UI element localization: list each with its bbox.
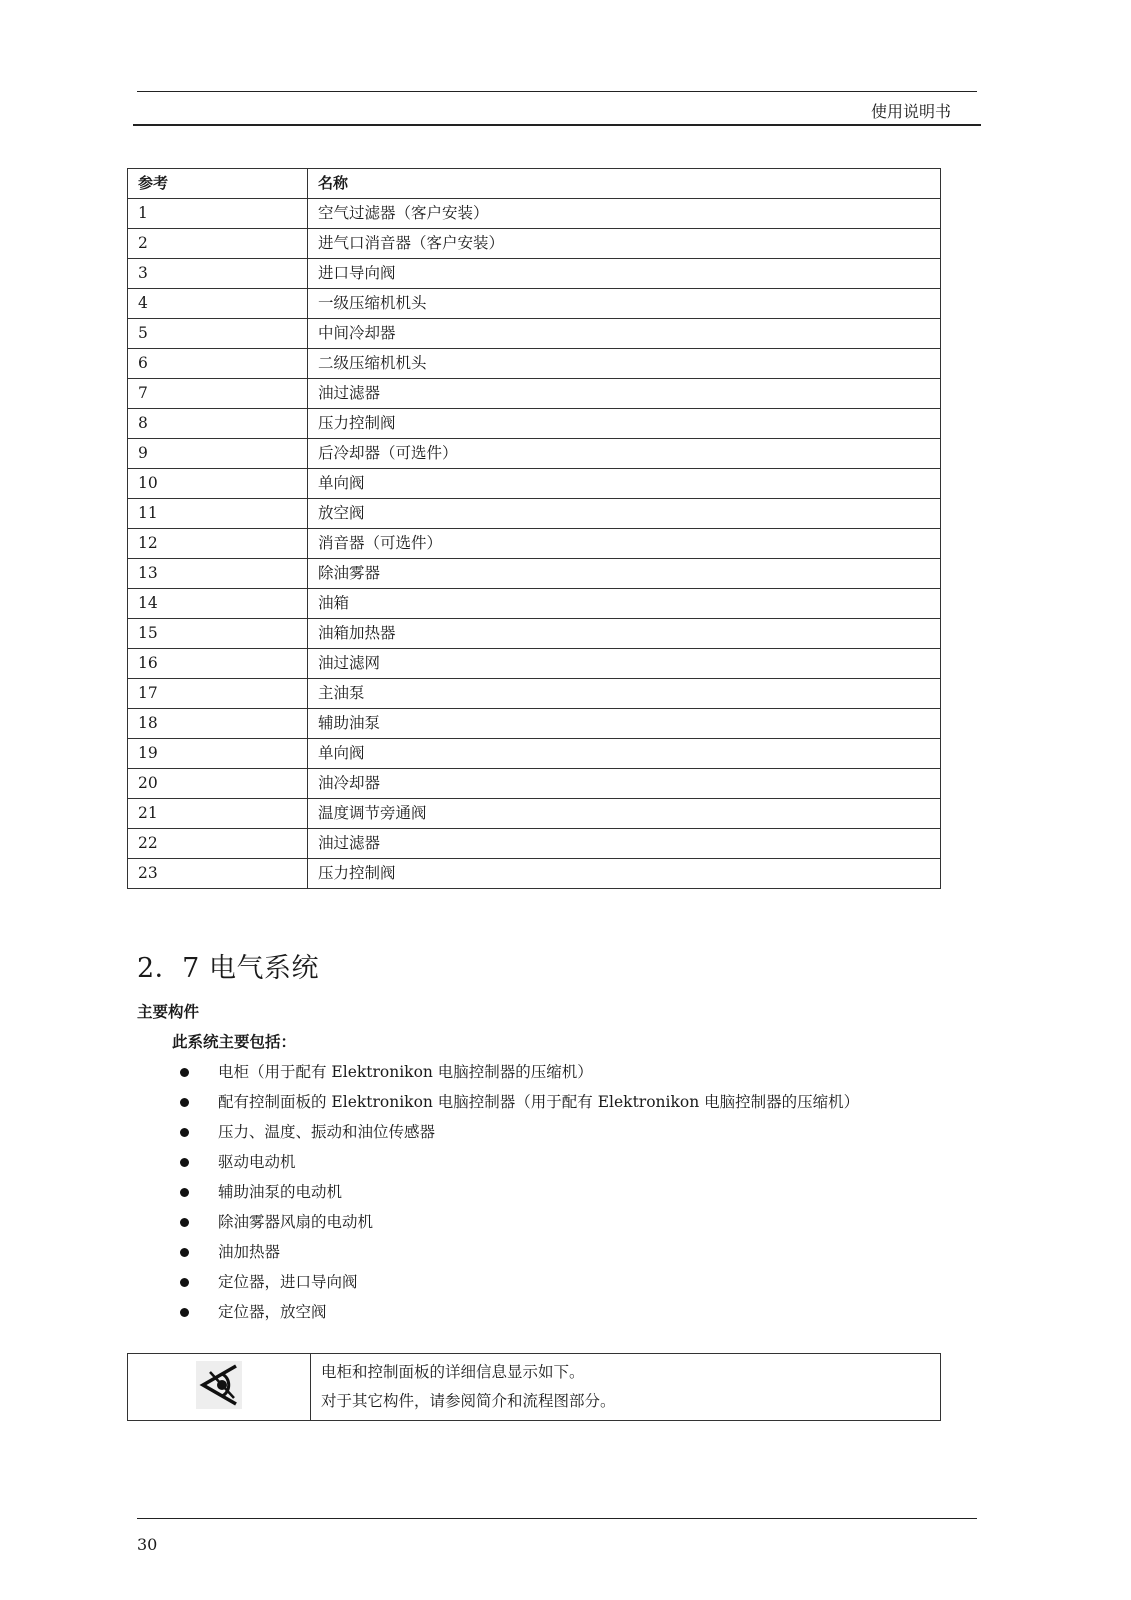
component-name-cell: 中间冷却器 [308, 319, 941, 349]
list-item-text: 除油雾器风扇的电动机 [218, 1213, 374, 1231]
bullet-icon [180, 1158, 189, 1167]
ref-number-cell: 14 [128, 589, 308, 619]
table-row [128, 859, 941, 889]
table-row [128, 589, 941, 619]
component-name-cell: 放空阀 [308, 499, 941, 529]
column-header-ref: 参考 [128, 169, 308, 199]
component-name-cell: 主油泵 [308, 679, 941, 709]
list-item [178, 1177, 859, 1207]
list-item [178, 1087, 859, 1117]
bullet-icon [180, 1068, 189, 1077]
ref-number-cell: 1 [128, 199, 308, 229]
list-item-text: 驱动电动机 [218, 1153, 296, 1171]
bullet-icon [180, 1098, 189, 1107]
ref-number-cell: 6 [128, 349, 308, 379]
table-row [128, 559, 941, 589]
ref-number-cell: 23 [128, 859, 308, 889]
note-line-2: 对于其它构件，请参阅简介和流程图部分。 [321, 1392, 616, 1410]
footer-rule [137, 1518, 977, 1519]
component-name-cell: 油箱加热器 [308, 619, 941, 649]
list-item-text: 电柜（用于配有 Elektronikon 电脑控制器的压缩机） [218, 1063, 593, 1081]
bullet-icon [180, 1308, 189, 1317]
ref-number-cell: 20 [128, 769, 308, 799]
table-row [128, 799, 941, 829]
table-row [128, 529, 941, 559]
component-name-cell: 空气过滤器（客户安装） [308, 199, 941, 229]
table-row [128, 319, 941, 349]
list-item-text: 油加热器 [218, 1243, 281, 1261]
component-name-cell: 一级压缩机机头 [308, 289, 941, 319]
section-title: 2．7 电气系统 [137, 953, 319, 984]
note-box [127, 1353, 941, 1421]
component-name-cell: 油过滤器 [308, 379, 941, 409]
component-name-cell: 单向阀 [308, 469, 941, 499]
note-text [311, 1354, 941, 1421]
table-header-row [128, 169, 941, 199]
component-name-cell: 进气口消音器（客户安装） [308, 229, 941, 259]
header-title: 使用说明书 [870, 102, 951, 121]
list-item-text: 定位器，放空阀 [218, 1303, 327, 1321]
table-row [128, 409, 941, 439]
ref-number-cell: 18 [128, 709, 308, 739]
table-row [128, 619, 941, 649]
component-name-cell: 油箱 [308, 589, 941, 619]
section-intro: 此系统主要包括： [172, 1033, 297, 1051]
bullet-icon [180, 1128, 189, 1137]
component-name-cell: 消音器（可选件） [308, 529, 941, 559]
table-row [128, 349, 941, 379]
table-row [128, 739, 941, 769]
header-rule-top [137, 91, 977, 92]
bullet-icon [180, 1278, 189, 1287]
table-row [128, 769, 941, 799]
ref-number-cell: 19 [128, 739, 308, 769]
component-name-cell: 除油雾器 [308, 559, 941, 589]
table-row [128, 259, 941, 289]
note-icon-cell [128, 1354, 311, 1421]
ref-number-cell: 21 [128, 799, 308, 829]
table-row [128, 499, 941, 529]
component-name-cell: 温度调节旁通阀 [308, 799, 941, 829]
component-name-cell: 油过滤器 [308, 829, 941, 859]
component-name-cell: 油过滤网 [308, 649, 941, 679]
list-item-text: 定位器，进口导向阀 [218, 1273, 358, 1291]
note-line-1: 电柜和控制面板的详细信息显示如下。 [321, 1363, 585, 1381]
bullet-icon [180, 1188, 189, 1197]
ref-number-cell: 13 [128, 559, 308, 589]
table-row [128, 469, 941, 499]
table-row [128, 439, 941, 469]
list-item [178, 1207, 859, 1237]
ref-number-cell: 2 [128, 229, 308, 259]
ref-number-cell: 4 [128, 289, 308, 319]
table-row [128, 199, 941, 229]
table-row [128, 829, 941, 859]
ref-number-cell: 16 [128, 649, 308, 679]
ref-number-cell: 17 [128, 679, 308, 709]
ref-number-cell: 9 [128, 439, 308, 469]
component-name-cell: 后冷却器（可选件） [308, 439, 941, 469]
reference-table [127, 168, 941, 889]
column-header-name: 名称 [308, 169, 941, 199]
ref-number-cell: 3 [128, 259, 308, 289]
table-row [128, 379, 941, 409]
ref-number-cell: 11 [128, 499, 308, 529]
ref-number-cell: 12 [128, 529, 308, 559]
bullet-icon [180, 1218, 189, 1227]
page-number: 30 [137, 1535, 158, 1554]
list-item [178, 1267, 859, 1297]
ref-number-cell: 5 [128, 319, 308, 349]
table-row [128, 709, 941, 739]
component-name-cell: 压力控制阀 [308, 859, 941, 889]
ref-number-cell: 8 [128, 409, 308, 439]
list-item [178, 1237, 859, 1267]
ref-number-cell: 10 [128, 469, 308, 499]
list-item-text: 配有控制面板的 Elektronikon 电脑控制器（用于配有 Elektronikon 电脑控制器的压缩机） [218, 1093, 860, 1111]
section-subtitle: 主要构件 [137, 1003, 200, 1021]
bullet-icon [180, 1248, 189, 1257]
list-item-text: 压力、温度、振动和油位传感器 [218, 1123, 436, 1141]
component-name-cell: 油冷却器 [308, 769, 941, 799]
table-row [128, 229, 941, 259]
ref-number-cell: 22 [128, 829, 308, 859]
list-item [178, 1117, 859, 1147]
table-row [128, 679, 941, 709]
list-item [178, 1147, 859, 1177]
ref-number-cell: 15 [128, 619, 308, 649]
table-row [128, 649, 941, 679]
component-list [178, 1057, 859, 1327]
list-item [178, 1297, 859, 1327]
eye-icon [196, 1361, 242, 1409]
component-name-cell: 辅助油泵 [308, 709, 941, 739]
component-name-cell: 进口导向阀 [308, 259, 941, 289]
component-name-cell: 二级压缩机机头 [308, 349, 941, 379]
table-row [128, 289, 941, 319]
header-rule-bottom [133, 124, 981, 126]
list-item [178, 1057, 859, 1087]
ref-number-cell: 7 [128, 379, 308, 409]
component-name-cell: 单向阀 [308, 739, 941, 769]
component-name-cell: 压力控制阀 [308, 409, 941, 439]
list-item-text: 辅助油泵的电动机 [218, 1183, 343, 1201]
